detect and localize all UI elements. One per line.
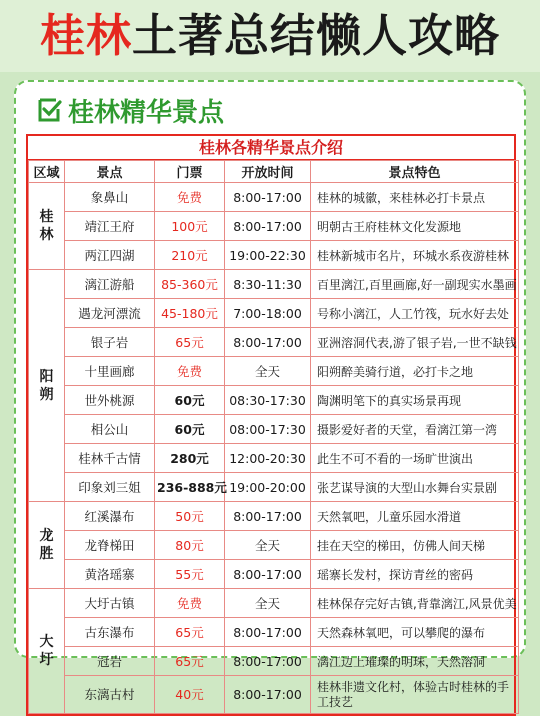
spot-cell: 冠岩	[65, 647, 155, 676]
feature-cell: 陶渊明笔下的真实场景再现	[311, 386, 519, 415]
table-row	[29, 589, 519, 618]
hours-cell: 8:00-17:00	[225, 676, 311, 714]
feature-cell: 阳朔醉美骑行道，必打卡之地	[311, 357, 519, 386]
col-header-feature: 景点特色	[311, 161, 519, 183]
region-cell: 大 圩	[29, 589, 65, 714]
ticket-cell: 85-360元	[155, 270, 225, 299]
feature-cell: 号称小漓江，人工竹筏，玩水好去处	[311, 299, 519, 328]
hours-cell: 8:00-17:00	[225, 502, 311, 531]
ticket-cell: 40元	[155, 676, 225, 714]
table-title: 桂林各精华景点介绍	[28, 136, 514, 160]
hours-cell: 12:00-20:30	[225, 444, 311, 473]
page-title-red: 桂林	[39, 9, 132, 62]
content-card	[14, 80, 526, 709]
hours-cell: 8:00-17:00	[225, 328, 311, 357]
spot-cell: 黄洛瑶寨	[65, 560, 155, 589]
table-header-row	[29, 161, 519, 183]
feature-cell: 桂林新城市名片，环城水系夜游桂林	[311, 241, 519, 270]
table-body	[29, 183, 519, 714]
hours-cell: 全天	[225, 531, 311, 560]
hours-cell: 8:00-17:00	[225, 647, 311, 676]
ticket-cell: 60元	[155, 386, 225, 415]
region-cell: 阳 朔	[29, 270, 65, 502]
table-row	[29, 531, 519, 560]
hours-cell: 08:30-17:30	[225, 386, 311, 415]
ticket-cell: 免费	[155, 357, 225, 386]
section-title: 桂林精华景点	[68, 97, 225, 128]
page-title-dark: 土著总结懒人攻略	[132, 9, 501, 62]
spot-cell: 大圩古镇	[65, 589, 155, 618]
ticket-cell: 100元	[155, 212, 225, 241]
feature-cell: 天然氧吧，儿童乐园水滑道	[311, 502, 519, 531]
ticket-cell: 45-180元	[155, 299, 225, 328]
spot-cell: 十里画廊	[65, 357, 155, 386]
spot-cell: 象鼻山	[65, 183, 155, 212]
spot-cell: 遇龙河漂流	[65, 299, 155, 328]
table-row	[29, 618, 519, 647]
table-row	[29, 357, 519, 386]
ticket-cell: 280元	[155, 444, 225, 473]
feature-cell: 天然森林氧吧，可以攀爬的瀑布	[311, 618, 519, 647]
hours-cell: 19:00-20:00	[225, 473, 311, 502]
spot-cell: 相公山	[65, 415, 155, 444]
feature-cell: 瑶寨长发村，探访青丝的密码	[311, 560, 519, 589]
ticket-cell: 80元	[155, 531, 225, 560]
table-row	[29, 444, 519, 473]
spot-cell: 两江四湖	[65, 241, 155, 270]
hours-cell: 08:00-17:30	[225, 415, 311, 444]
table-row	[29, 473, 519, 502]
table-row	[29, 299, 519, 328]
feature-cell: 桂林的城徽，来桂林必打卡景点	[311, 183, 519, 212]
hours-cell: 8:00-17:00	[225, 560, 311, 589]
table-row	[29, 386, 519, 415]
spot-cell: 古东瀑布	[65, 618, 155, 647]
spot-cell: 银子岩	[65, 328, 155, 357]
col-header-ticket: 门票	[155, 161, 225, 183]
feature-cell: 漓江边上璀璨的明珠，天然溶洞	[311, 647, 519, 676]
hours-cell: 7:00-18:00	[225, 299, 311, 328]
feature-cell: 此生不可不看的一场旷世演出	[311, 444, 519, 473]
col-header-hours: 开放时间	[225, 161, 311, 183]
ticket-cell: 免费	[155, 589, 225, 618]
ticket-cell: 55元	[155, 560, 225, 589]
hours-cell: 19:00-22:30	[225, 241, 311, 270]
spot-cell: 世外桃源	[65, 386, 155, 415]
page-title	[0, 6, 540, 66]
hours-cell: 全天	[225, 589, 311, 618]
table-row	[29, 328, 519, 357]
spot-cell: 漓江游船	[65, 270, 155, 299]
table-row	[29, 647, 519, 676]
feature-cell: 桂林非遗文化村，体验古时桂林的手工技艺	[311, 676, 519, 714]
feature-cell: 桂林保存完好古镇,背靠漓江,风景优美	[311, 589, 519, 618]
col-header-spot: 景点	[65, 161, 155, 183]
feature-cell: 摄影爱好者的天堂，看漓江第一湾	[311, 415, 519, 444]
col-header-region: 区域	[29, 161, 65, 183]
hours-cell: 8:30-11:30	[225, 270, 311, 299]
table-row	[29, 183, 519, 212]
ticket-cell: 65元	[155, 618, 225, 647]
spot-cell: 桂林千古情	[65, 444, 155, 473]
hours-cell: 8:00-17:00	[225, 212, 311, 241]
ticket-cell: 210元	[155, 241, 225, 270]
region-cell: 桂 林	[29, 183, 65, 270]
spots-table	[26, 134, 516, 716]
ticket-cell: 65元	[155, 647, 225, 676]
checkmark-icon	[36, 97, 62, 123]
ticket-cell: 65元	[155, 328, 225, 357]
spot-cell: 靖江王府	[65, 212, 155, 241]
spots-grid	[28, 160, 519, 714]
section-header	[36, 92, 224, 128]
table-row	[29, 676, 519, 714]
ticket-cell: 60元	[155, 415, 225, 444]
feature-cell: 亚洲溶洞代表,游了银子岩,一世不缺钱	[311, 328, 519, 357]
table-row	[29, 560, 519, 589]
ticket-cell: 236-888元	[155, 473, 225, 502]
feature-cell: 挂在天空的梯田，仿佛人间天梯	[311, 531, 519, 560]
ticket-cell: 免费	[155, 183, 225, 212]
table-row	[29, 241, 519, 270]
spot-cell: 红溪瀑布	[65, 502, 155, 531]
table-row	[29, 270, 519, 299]
ticket-cell: 50元	[155, 502, 225, 531]
spot-cell: 东漓古村	[65, 676, 155, 714]
hours-cell: 全天	[225, 357, 311, 386]
feature-cell: 明朝古王府桂林文化发源地	[311, 212, 519, 241]
table-row	[29, 415, 519, 444]
table-row	[29, 502, 519, 531]
spot-cell: 印象刘三姐	[65, 473, 155, 502]
region-cell: 龙 胜	[29, 502, 65, 589]
spot-cell: 龙脊梯田	[65, 531, 155, 560]
hours-cell: 8:00-17:00	[225, 183, 311, 212]
feature-cell: 张艺谋导演的大型山水舞台实景剧	[311, 473, 519, 502]
feature-cell: 百里漓江,百里画廊,好一副现实水墨画	[311, 270, 519, 299]
table-row	[29, 212, 519, 241]
hours-cell: 8:00-17:00	[225, 618, 311, 647]
